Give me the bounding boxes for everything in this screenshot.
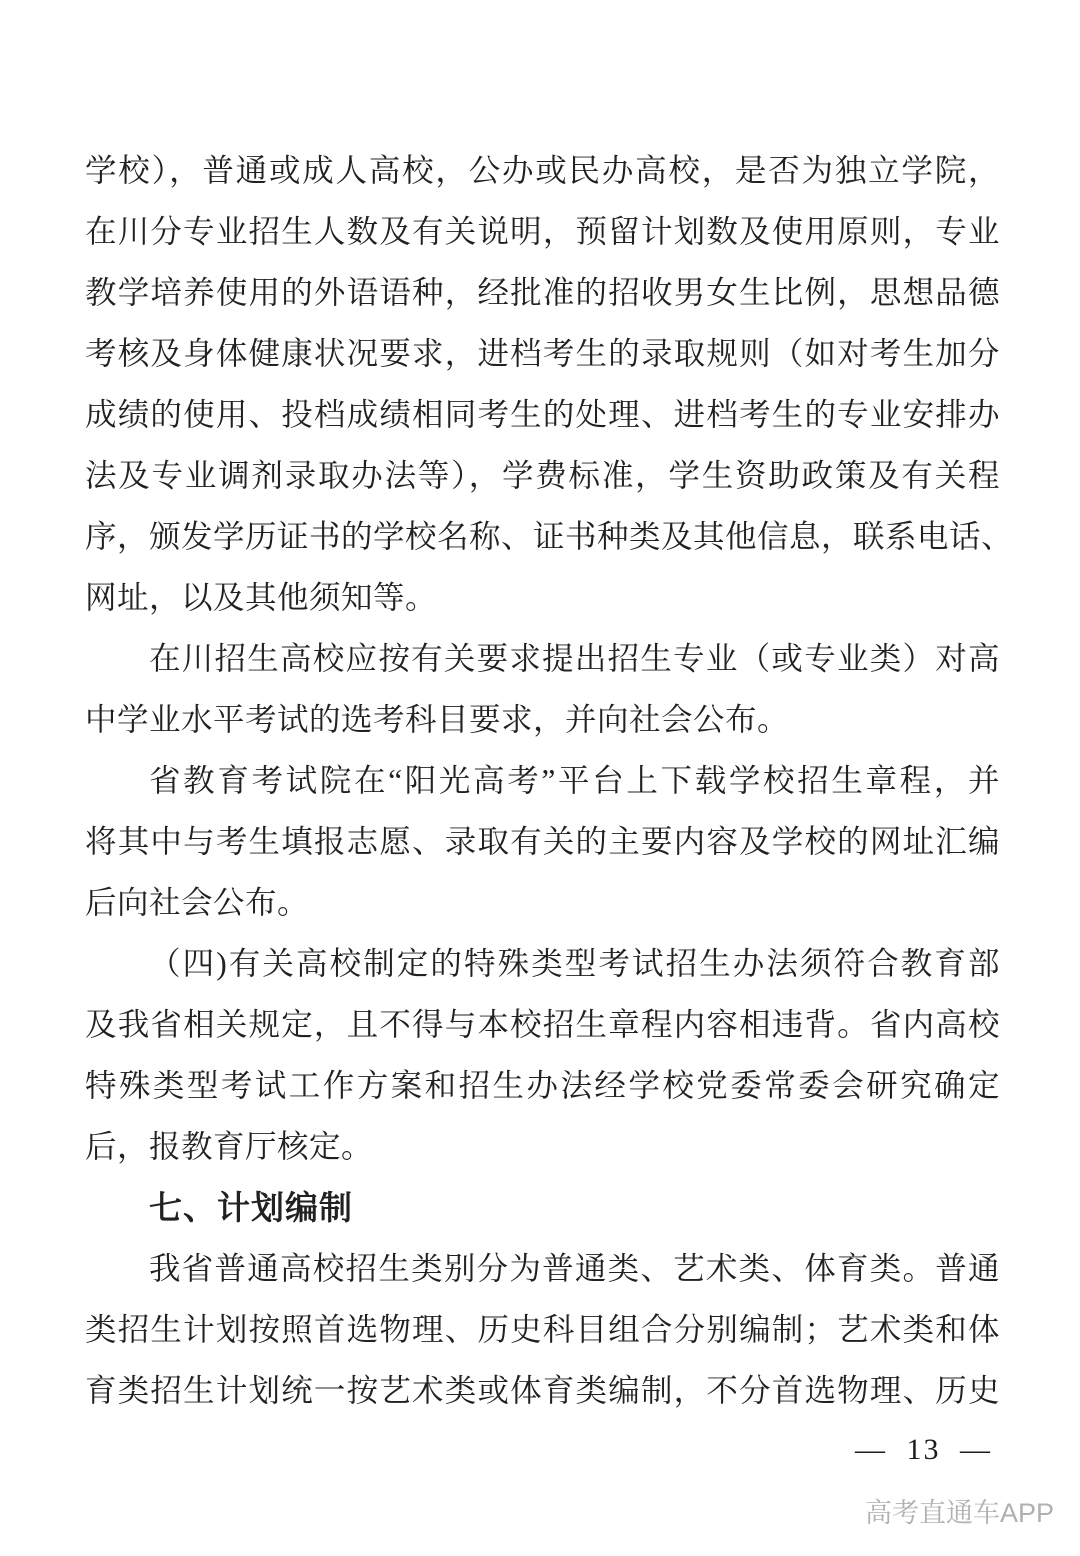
text-line: 特殊类型考试工作方案和招生办法经学校党委常委会研究确定 [85, 1068, 1000, 1103]
text-line: 后向社会公布。 [85, 885, 310, 920]
text-line: 在川分专业招生人数及有关说明，预留计划数及使用原则，专业 [85, 214, 1000, 249]
text-line: 中学业水平考试的选考科目要求，并向社会公布。 [85, 702, 790, 737]
text-line: 成绩的使用、投档成绩相同考生的处理、进档考生的专业安排办 [85, 397, 1000, 432]
text-line: 教学培养使用的外语语种，经批准的招收男女生比例，思想品德 [85, 275, 1000, 310]
text-line: 学校），普通或成人高校，公办或民办高校，是否为独立学院， [85, 153, 1000, 188]
text-line: 序，颁发学历证书的学校名称、证书种类及其他信息，联系电话、 [85, 519, 1014, 554]
section-heading: 七、计划编制 [149, 1189, 353, 1226]
text-line: 后，报教育厅核定。 [85, 1129, 374, 1164]
text-line: 类招生计划按照首选物理、历史科目组合分别编制；艺术类和体 [85, 1312, 1000, 1347]
document-body [85, 140, 1014, 1421]
text-line: 我省普通高校招生类别分为普通类、艺术类、体育类。普通 [149, 1251, 1000, 1286]
text-line: 在川招生高校应按有关要求提出招生专业（或专业类）对高 [149, 641, 1000, 676]
text-line: 法及专业调剂录取办法等），学费标准，学生资助政策及有关程 [85, 458, 1000, 493]
text-line: 及我省相关规定，且不得与本校招生章程内容相违背。省内高校 [85, 1007, 1000, 1042]
text-line: 省教育考试院在“阳光高考”平台上下载学校招生章程，并 [149, 763, 1000, 798]
text-line: 考核及身体健康状况要求，进档考生的录取规则（如对考生加分 [85, 336, 1000, 371]
text-line: （四)有关高校制定的特殊类型考试招生办法须符合教育部 [149, 946, 1000, 981]
text-line: 育类招生计划统一按艺术类或体育类编制，不分首选物理、历史 [85, 1373, 1000, 1408]
watermark-label: 高考直通车APP [864, 1498, 1054, 1528]
text-line: 将其中与考生填报志愿、录取有关的主要内容及学校的网址汇编 [85, 824, 1000, 859]
text-line: 网址，以及其他须知等。 [85, 580, 438, 615]
page-number: — 13 — [855, 1433, 992, 1466]
